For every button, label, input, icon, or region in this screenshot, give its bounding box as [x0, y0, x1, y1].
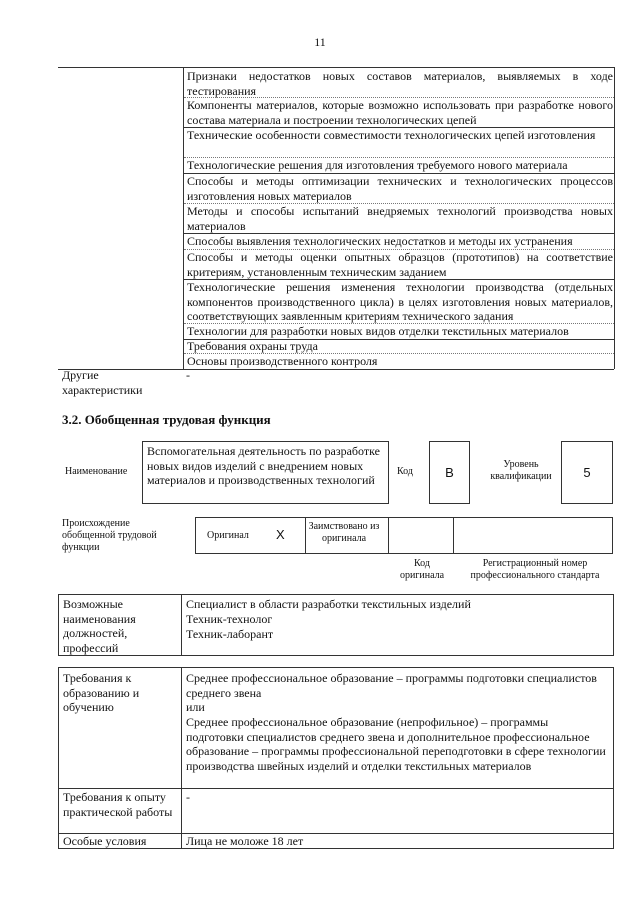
knowledge-item: Технологии для разработки новых видов отделки текстильных материалов — [187, 324, 569, 338]
qualification-level-label: Уровень квалификации — [490, 459, 552, 482]
positions-table — [58, 594, 614, 656]
page-number: 11 — [314, 35, 326, 49]
origin-row — [195, 517, 613, 554]
knowledge-item: Технические особенности совместимости технологических цепей изготовления — [187, 128, 596, 142]
borrowed-label: Заимствовано из оригинала — [308, 521, 380, 544]
other-characteristics-value: - — [186, 368, 190, 382]
experience-label: Требования к опыту практической работы — [63, 790, 173, 819]
special-conditions-value: Лица не моложе 18 лет — [186, 834, 304, 848]
original-mark: X — [276, 527, 285, 542]
knowledge-item: Признаки недостатков новых составов материалов, выявляемых в ходе тестирования — [187, 69, 613, 98]
original-label: Оригинал — [207, 530, 249, 541]
name-label: Наименование — [65, 466, 128, 477]
knowledge-item: Технологические решения для изготовления требуемого нового материала — [187, 158, 568, 172]
position-item: Техник-технолог — [186, 612, 273, 626]
knowledge-item: Способы и методы оптимизации технических и технологических процессов изготовления новых материалов — [187, 174, 613, 203]
code-value-box: B — [429, 441, 470, 504]
knowledge-table-left-column — [58, 67, 184, 369]
education-value: Среднее профессиональное образование – программы подготовки специалистов среднего звена — [186, 671, 597, 700]
position-item: Техник-лаборант — [186, 627, 274, 641]
code-original-label: Код оригинала — [399, 558, 445, 581]
positions-label: Возможные наименования должностей, профессий — [63, 597, 136, 655]
knowledge-item: Основы производственного контроля — [187, 354, 378, 368]
knowledge-item: Способы выявления технологических недостатков и методы их устранения — [187, 234, 573, 248]
requirements-table — [58, 667, 614, 849]
registration-number-label: Регистрационный номер профессионального стандарта — [470, 558, 600, 581]
other-characteristics-label: Другие характеристики — [62, 368, 143, 397]
experience-value: - — [186, 790, 190, 804]
position-item: Специалист в области разработки текстильных изделий — [186, 597, 471, 611]
code-label: Код — [397, 466, 413, 477]
function-name-box: Вспомогательная деятельность по разработке новых видов изделий с внедрением новых материалов и производственных технологий — [142, 441, 389, 504]
education-label: Требования к образованию и обучению — [63, 671, 140, 714]
section-title: 3.2. Обобщенная трудовая функция — [62, 412, 271, 427]
knowledge-item: Требования охраны труда — [187, 339, 318, 353]
knowledge-item: Технологические решения изменения технологии производства (отдельных компонентов производственного цикла) в целях изготовления новых материалов, соответствующих заявленным критериям технического задания — [187, 280, 613, 323]
knowledge-item: Компоненты материалов, которые возможно использовать при разработке нового состава материала и построении технологических цепей — [187, 98, 613, 127]
special-conditions-label: Особые условия — [63, 834, 147, 848]
education-value: Среднее профессиональное образование (непрофильное) – программы подготовки специалистов среднего звена и дополнительное профессиональное образование – программы профессиональной переподготовки в сфере технологии производства швейных изделий и отделки текстильных материалов — [186, 715, 606, 773]
origin-label: Происхождение обобщенной трудовой функции — [62, 518, 157, 553]
qualification-level-box: 5 — [561, 441, 613, 504]
knowledge-item: Способы и методы оценки опытных образцов (прототипов) на соответствие критериям, установленным техническим заданием — [187, 250, 613, 279]
knowledge-item: Методы и способы испытаний внедряемых технологий производства новых материалов — [187, 204, 613, 233]
education-value: или — [186, 700, 205, 714]
